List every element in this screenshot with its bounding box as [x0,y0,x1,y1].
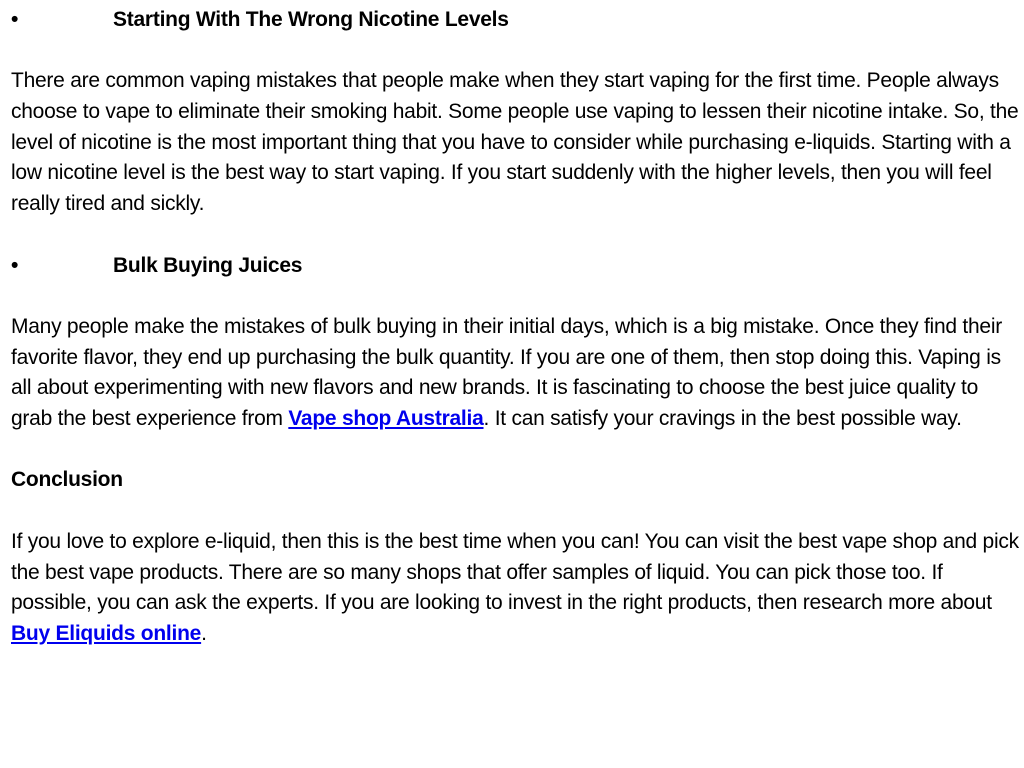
paragraph-text: Many people make the mistakes of bulk buying in their initial days, which is a big mistake. Once they find their favorite flavor, they end up purchasing the bulk quantity. If you are one of them, then stop doing this. Vaping is all about experimenting with new flavors and new brands. It is fascinating to choose the best juice quality to grab the best experience from [11,314,1003,431]
section-heading-nicotine [11,5,1019,36]
spacer [11,496,1019,527]
document-page [11,5,1019,650]
paragraph-text: . [201,621,207,645]
spacer [11,36,1019,67]
paragraph-conclusion [11,527,1019,650]
heading-text: Bulk Buying Juices [113,253,303,277]
spacer [11,220,1019,251]
bullet-icon: • [11,8,19,31]
paragraph-text: If you love to explore e-liquid, then this is the best time when you can! You can visit the best vape shop and pick the best vape products. There are so many shops that offer samples of liquid. You can pick those too. If possible, you can ask the experts. If you are looking to invest in the right products, then research more about [11,529,1019,615]
section-heading-bulk [11,251,1019,282]
paragraph-bulk [11,312,1019,435]
paragraph-text: . It can satisfy your cravings in the best possible way. [483,407,962,431]
spacer [11,281,1019,312]
buy-eliquids-online-link[interactable]: Buy Eliquids online [11,621,202,645]
vape-shop-australia-link[interactable]: Vape shop Australia [288,407,484,431]
heading-text: Starting With The Wrong Nicotine Levels [113,8,509,31]
conclusion-heading: Conclusion [11,468,123,492]
spacer [11,435,1019,466]
bullet-icon: • [11,253,19,277]
paragraph-nicotine: There are common vaping mistakes that people make when they start vaping for the first time. People always choose to vape to eliminate their smoking habit. Some people use vaping to lessen their nicotine intake. So, the level of nicotine is the most important thing that you have to consider while purchasing e-liquids. Starting with a low nicotine level is the best way to start vaping. If you start suddenly with the higher levels, then you will feel really tired and sickly. [11,69,1019,216]
